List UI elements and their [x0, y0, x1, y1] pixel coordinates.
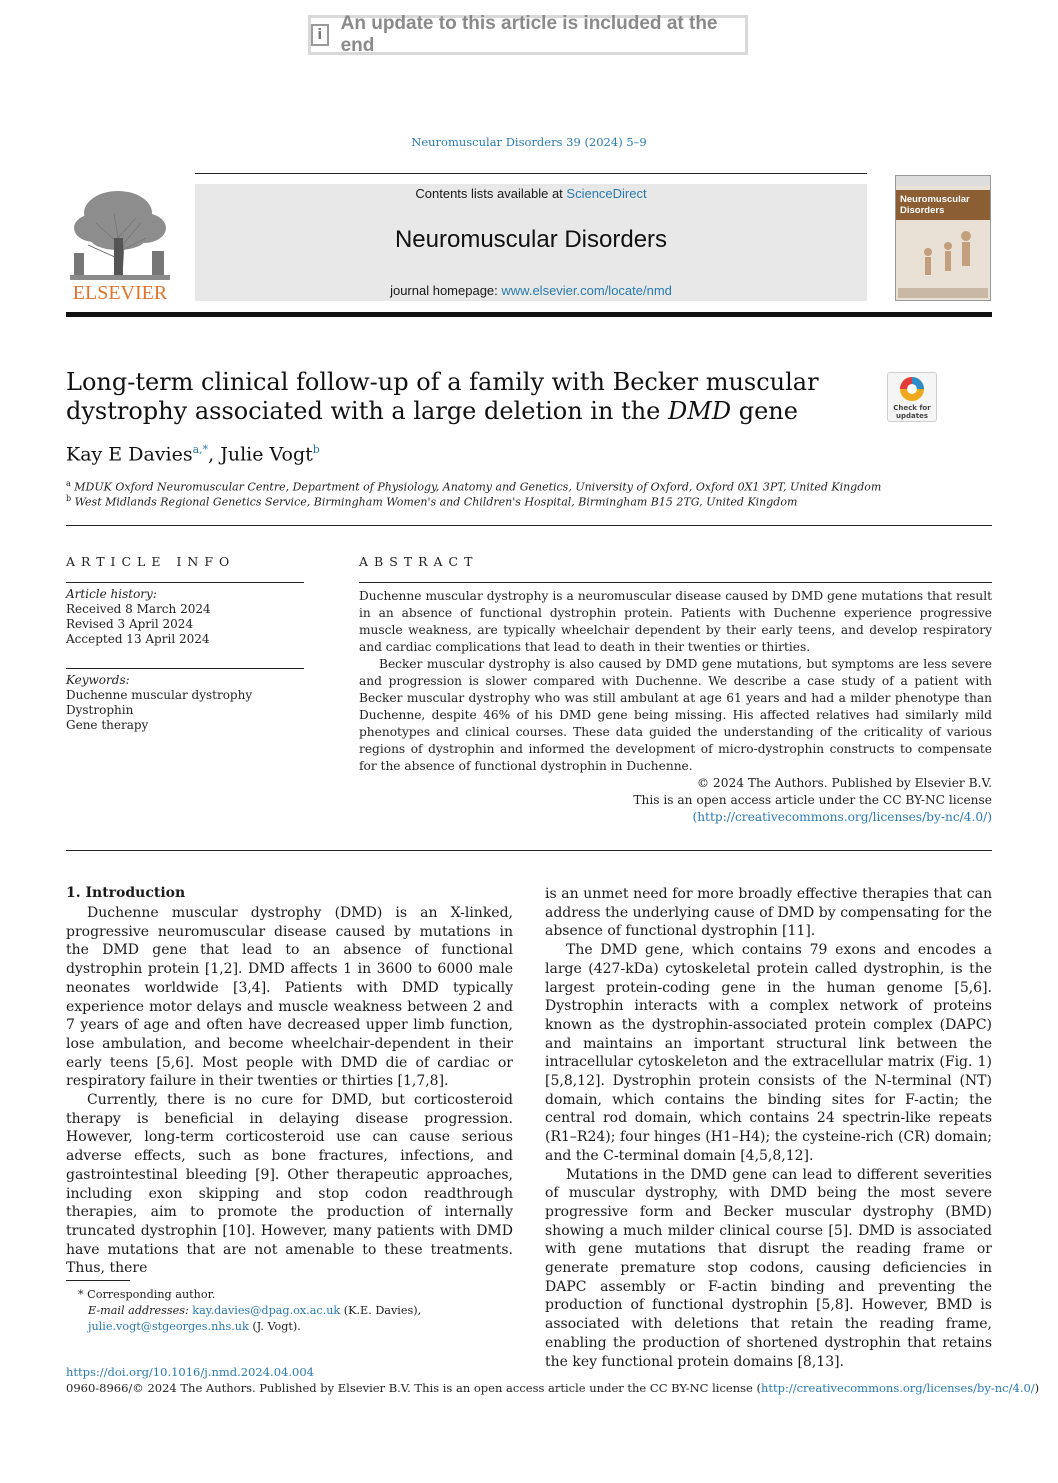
section-divider	[66, 525, 992, 526]
keyword-item: Dystrophin	[66, 703, 134, 717]
sciencedirect-link[interactable]: ScienceDirect	[566, 186, 647, 201]
copyright-block	[560, 775, 992, 826]
copyright-line: © 2024 The Authors. Published by Elsevier B.V.	[696, 776, 992, 790]
body-paragraph: The DMD gene, which contains 79 exons and encodes a large (427-kDa) cytoskeletal protein called dystrophin, is the largest protein-coding gene in the human genome [5,6]. Dystrophin interacts with a complex network of proteins known as the dystrophin-associated protein complex (DAPC) and maintains an important structural link between the intracellular cytoskeleton and the extracellular matrix (Fig. 1) [5,8,12]. Dystrophin protein consists of the N-terminal (NT) domain, which contains the binding sites for F-actin; the central rod domain, which contains 24 spectrin-like repeats (R1–R24); four hinges (H1–H4); the cysteine-rich (CR) domain; and the C-terminal domain [4,5,8,12].	[545, 942, 992, 1164]
section-heading: 1. Introduction	[66, 885, 186, 901]
cover-figures-illustration	[896, 222, 990, 301]
article-history	[66, 587, 211, 647]
section-divider	[66, 850, 992, 851]
elsevier-tree-icon	[66, 183, 174, 301]
keywords-label: Keywords:	[66, 673, 130, 687]
journal-title: Neuromuscular Disorders	[394, 226, 668, 253]
footer-license-suffix: )	[1034, 1381, 1040, 1395]
article-info-heading: ARTICLE INFO	[66, 554, 236, 569]
homepage-prefix: journal homepage:	[390, 283, 502, 298]
author-affil-mark[interactable]: b	[312, 443, 320, 456]
email-owner: (K.E. Davies),	[340, 1304, 422, 1317]
update-banner[interactable]	[308, 15, 748, 55]
keyword-item: Duchenne muscular dystrophy	[66, 688, 253, 702]
crossmark-icon	[888, 373, 936, 421]
affiliation-text: MDUK Oxford Neuromuscular Centre, Department of Physiology, Anatomy and Genetics, University of Oxford, Oxford 0X1 3PT, United Kingdom	[74, 480, 882, 494]
accepted-date: Accepted 13 April 2024	[66, 632, 210, 646]
email-owner: (J. Vogt).	[248, 1320, 301, 1333]
check-for-updates-button[interactable]	[887, 372, 937, 422]
license-link[interactable]: (http://creativecommons.org/licenses/by-nc/4.0/)	[692, 810, 992, 824]
body-paragraph: is an unmet need for more broadly effective therapies that can address the underlying cause of DMD by compensating for the absence of functional dystrophin [11].	[545, 886, 992, 940]
contents-line	[195, 186, 867, 201]
doi-link[interactable]: https://doi.org/10.1016/j.nmd.2024.04.004	[66, 1365, 314, 1379]
crossmark-label-2: updates	[896, 412, 928, 420]
footnotes	[66, 1287, 513, 1335]
author-name[interactable]: Kay E Davies	[66, 443, 193, 466]
elsevier-logo[interactable]	[66, 183, 174, 301]
article-title-gene: DMD	[668, 397, 732, 425]
body-paragraph: Mutations in the DMD gene can lead to different severities of muscular dystrophy, with DMD being the most severe progressive form and Becker muscular dystrophy (BMD) showing a much milder clinical course [5]. DMD is associated with gene mutations that disrupt the reading frame or generate premature stop codons, causing deficiencies in DAPC assembly or F-actin binding and preventing the production of functional dystrophin [5,8]. However, BMD is associated with deletions that retain the reading frame, enabling the production of shortened dystrophin that retains the key functional protein domains [8,13].	[545, 1166, 992, 1370]
journal-cover-thumbnail[interactable]	[895, 175, 991, 301]
body-paragraph: Duchenne muscular dystrophy (DMD) is an X-linked, progressive neuromuscular disease caused by mutations in the DMD gene that lead to an absence of functional dystrophin protein [1,2]. DMD affects 1 in 3600 to 6000 male neonates worldwide [3,4]. Patients with DMD typically experience motor delays and muscle weakness between 2 and 7 years of age and often have decreased upper limb function, lose ambulation, and become wheelchair-dependent in their early teens [5,6]. Most people with DMD die of cardiac or respiratory failure in their twenties or thirties [1,7,8].	[66, 905, 513, 1090]
email-label: E-mail addresses:	[88, 1304, 189, 1317]
header-rule	[195, 173, 867, 174]
header-thick-rule	[66, 312, 992, 317]
email-link[interactable]: julie.vogt@stgeorges.nhs.uk	[88, 1320, 249, 1333]
affiliation	[66, 479, 881, 494]
article-title-part1: Long-term clinical follow-up of a family with Becker muscular dystrophy associated with a large deletion in the	[66, 368, 819, 425]
footer-license-link[interactable]: http://creativecommons.org/licenses/by-nc/4.0/	[760, 1381, 1035, 1395]
abstract-heading: ABSTRACT	[359, 554, 479, 569]
author-separator: ,	[208, 443, 221, 466]
footer-license-text: 0960-8966/© 2024 The Authors. Published by Elsevier B.V. This is an open access article under the CC BY-NC license (	[66, 1381, 761, 1395]
abstract-body	[359, 588, 992, 775]
revised-date: Revised 3 April 2024	[66, 617, 194, 631]
divider	[359, 582, 992, 583]
history-label: Article history:	[66, 587, 157, 601]
article-title-part2: gene	[731, 397, 798, 425]
divider	[66, 668, 304, 669]
cover-title: Neuromuscular Disorders	[896, 190, 990, 220]
affiliation-mark: a	[66, 479, 71, 488]
keyword-item: Gene therapy	[66, 718, 149, 732]
email-footnote	[66, 1303, 513, 1335]
homepage-link[interactable]: www.elsevier.com/locate/nmd	[501, 283, 672, 298]
body-column-left	[66, 904, 513, 1278]
footnote-rule	[66, 1280, 130, 1281]
affiliation-mark: b	[66, 494, 72, 503]
crossmark-label-1: Check for	[893, 404, 931, 412]
email-link[interactable]: kay.davies@dpag.ox.ac.uk	[192, 1304, 341, 1317]
elsevier-wordmark: ELSEVIER	[72, 282, 168, 301]
abstract-paragraph: Becker muscular dystrophy is also caused by DMD gene mutations, but symptoms are less severe and progression is slower compared with Duchenne. We describe a case study of a patient with Becker muscular dystrophy who was still ambulant at age 61 years and had a milder phenotype than Duchenne, despite 46% of his DMD gene being missing. His affected relatives had similarly mild phenotypes and clinical courses. These data guided the understanding of the criticality of various regions of dystrophin and informed the development of micro-dystrophin constructs to compensate for the absence of functional dystrophin in Duchenne.	[359, 657, 992, 773]
corresponding-author-note: * Corresponding author.	[78, 1288, 216, 1301]
body-paragraph: Currently, there is no cure for DMD, but corticosteroid therapy is beneficial in delaying disease progression. However, long-term corticosteroid use can cause serious adverse effects, such as bone fractures, infections, and gastrointestinal bleeding [9]. Other therapeutic approaches, including exon skipping and stop codon readthrough therapies, aim to promote the production of internally truncated dystrophin [10]. However, many patients with DMD have mutations that are not amenable to these treatments. Thus, there	[66, 1092, 513, 1277]
homepage-line	[195, 283, 867, 298]
received-date: Received 8 March 2024	[66, 602, 211, 616]
article-title	[66, 368, 826, 426]
cover-top-strip	[896, 176, 990, 186]
affiliation	[66, 494, 797, 509]
update-banner-text: An update to this article is included at the end	[340, 13, 718, 56]
abstract-paragraph: Duchenne muscular dystrophy is a neuromuscular disease caused by DMD gene mutations that result in an absence of functional dystrophin protein. Patients with Duchenne experience progressive muscle weakness, are typically wheelchair dependent by their early teens, and develop respiratory and cardiac complications that lead to death in their twenties or thirties.	[359, 589, 992, 654]
keywords	[66, 673, 252, 733]
authors	[66, 443, 320, 465]
author-affil-mark[interactable]: a,*	[192, 443, 209, 456]
info-icon: i	[311, 24, 329, 46]
divider	[66, 582, 304, 583]
contents-prefix: Contents lists available at	[415, 186, 567, 201]
body-column-right	[545, 885, 992, 1371]
license-line: This is an open access article under the CC BY-NC license	[633, 793, 992, 807]
journal-citation[interactable]: Neuromuscular Disorders 39 (2024) 5–9	[411, 135, 647, 149]
author-name[interactable]: Julie Vogt	[220, 443, 313, 466]
affiliation-text: West Midlands Regional Genetics Service, Birmingham Women's and Children's Hospital, Birmingham B15 2TG, United Kingdom	[74, 495, 798, 509]
footer-license	[66, 1381, 1039, 1395]
